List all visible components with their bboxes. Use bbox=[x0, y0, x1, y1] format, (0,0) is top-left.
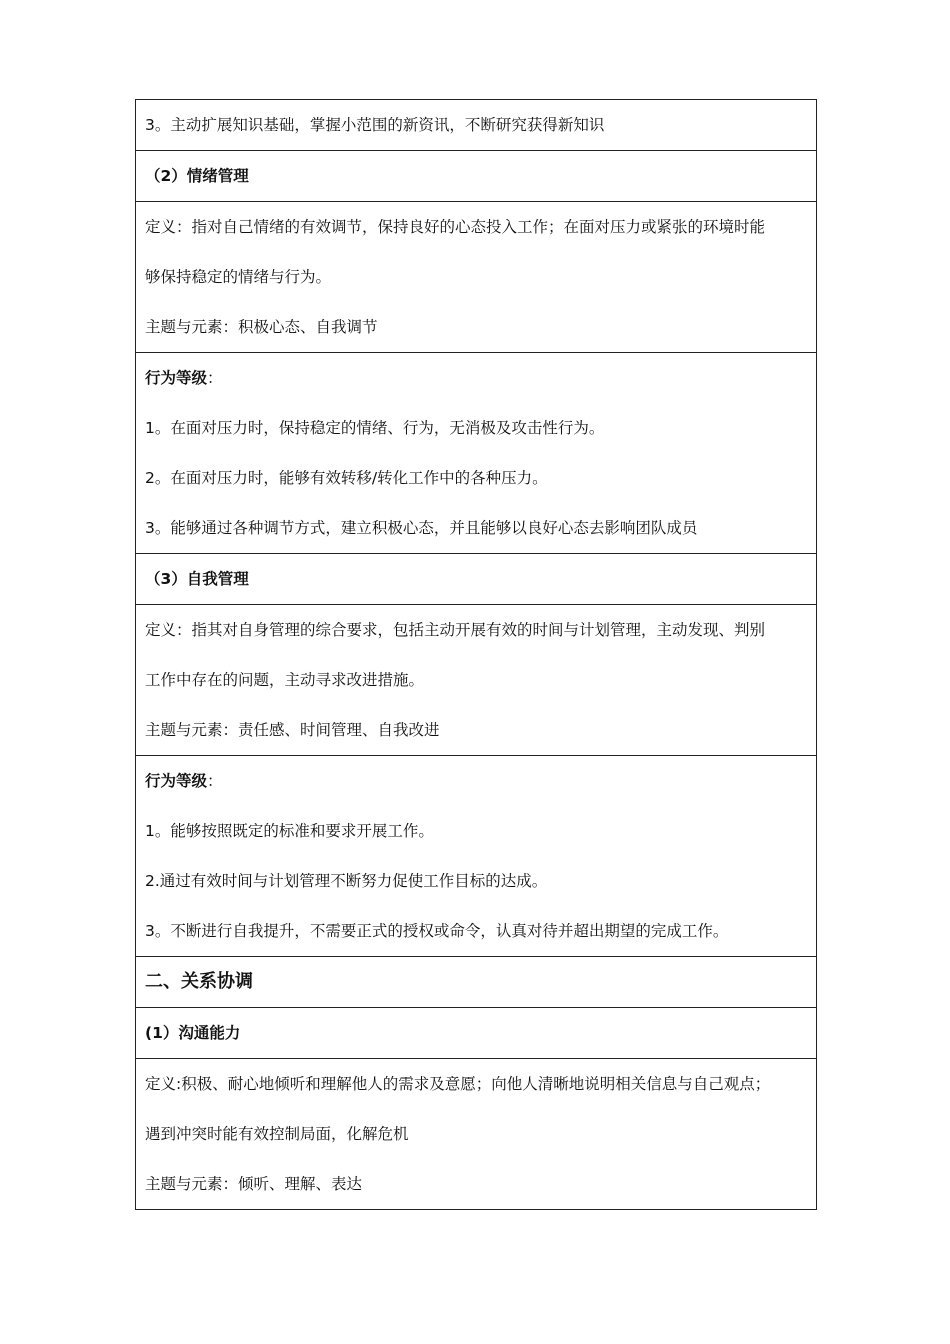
table-cell bbox=[136, 100, 816, 150]
table-cell bbox=[136, 201, 816, 352]
text-line bbox=[145, 655, 807, 705]
line-text: 定义：指其对自身管理的综合要求，包括主动开展有效的时间与计划管理，主动发现、判别 bbox=[145, 621, 766, 639]
line-text: ： bbox=[207, 772, 223, 790]
line-text: ： bbox=[207, 369, 223, 387]
line-text: 3。不断进行自我提升，不需要正式的授权或命令，认真对待并超出期望的完成工作。 bbox=[145, 922, 729, 940]
line-text: 定义:积极、耐心地倾听和理解他人的需求及意愿；向他人清晰地说明相关信息与自己观点； bbox=[145, 1075, 771, 1093]
subsection-heading bbox=[145, 554, 807, 604]
line-text: (1）沟通能力 bbox=[145, 1024, 241, 1042]
text-line bbox=[145, 756, 807, 806]
line-label: 行为等级 bbox=[145, 772, 208, 790]
table-cell bbox=[136, 1007, 816, 1058]
text-line bbox=[145, 906, 807, 956]
line-text: 遇到冲突时能有效控制局面，化解危机 bbox=[145, 1125, 409, 1143]
line-text: 主题与元素：倾听、理解、表达 bbox=[145, 1175, 363, 1193]
text-line bbox=[145, 1059, 807, 1109]
text-line bbox=[145, 1109, 807, 1159]
table-cell bbox=[136, 604, 816, 755]
line-text: 主题与元素：积极心态、自我调节 bbox=[145, 318, 378, 336]
line-text: 工作中存在的问题，主动寻求改进措施。 bbox=[145, 671, 425, 689]
line-text: 2。在面对压力时，能够有效转移/转化工作中的各种压力。 bbox=[145, 469, 548, 487]
line-text: 2.通过有效时间与计划管理不断努力促使工作目标的达成。 bbox=[145, 872, 548, 890]
text-line bbox=[145, 705, 807, 755]
document-table bbox=[135, 99, 817, 1210]
line-text: 定义：指对自己情绪的有效调节，保持良好的心态投入工作；在面对压力或紧张的环境时能 bbox=[145, 218, 766, 236]
line-text: 3。能够通过各种调节方式，建立积极心态，并且能够以良好心态去影响团队成员 bbox=[145, 519, 698, 537]
text-line bbox=[145, 856, 807, 906]
text-line bbox=[145, 252, 807, 302]
line-text: 二、关系协调 bbox=[145, 971, 253, 992]
line-text: 1。能够按照既定的标准和要求开展工作。 bbox=[145, 822, 434, 840]
line-text: 主题与元素：责任感、时间管理、自我改进 bbox=[145, 721, 440, 739]
table-cell bbox=[136, 755, 816, 956]
subsection-heading bbox=[145, 1008, 807, 1058]
line-text: 3。主动扩展知识基础，掌握小范围的新资讯，不断研究获得新知识 bbox=[145, 116, 605, 134]
line-text: （2）情绪管理 bbox=[145, 167, 249, 185]
text-line bbox=[145, 353, 807, 403]
table-cell bbox=[136, 1058, 816, 1209]
table-cell bbox=[136, 956, 816, 1007]
text-line bbox=[145, 1159, 807, 1209]
subsection-heading bbox=[145, 151, 807, 201]
line-text: 够保持稳定的情绪与行为。 bbox=[145, 268, 332, 286]
line-text: （3）自我管理 bbox=[145, 570, 249, 588]
text-line bbox=[145, 202, 807, 252]
text-line bbox=[145, 503, 807, 553]
line-text: 1。在面对压力时，保持稳定的情绪、行为，无消极及攻击性行为。 bbox=[145, 419, 605, 437]
line-label: 行为等级 bbox=[145, 369, 208, 387]
text-line bbox=[145, 605, 807, 655]
text-line bbox=[145, 806, 807, 856]
table-cell bbox=[136, 150, 816, 201]
text-line bbox=[145, 453, 807, 503]
text-line bbox=[145, 302, 807, 352]
text-line bbox=[145, 100, 807, 150]
table-cell bbox=[136, 553, 816, 604]
text-line bbox=[145, 403, 807, 453]
table-cell bbox=[136, 352, 816, 553]
section-heading bbox=[145, 957, 807, 1007]
